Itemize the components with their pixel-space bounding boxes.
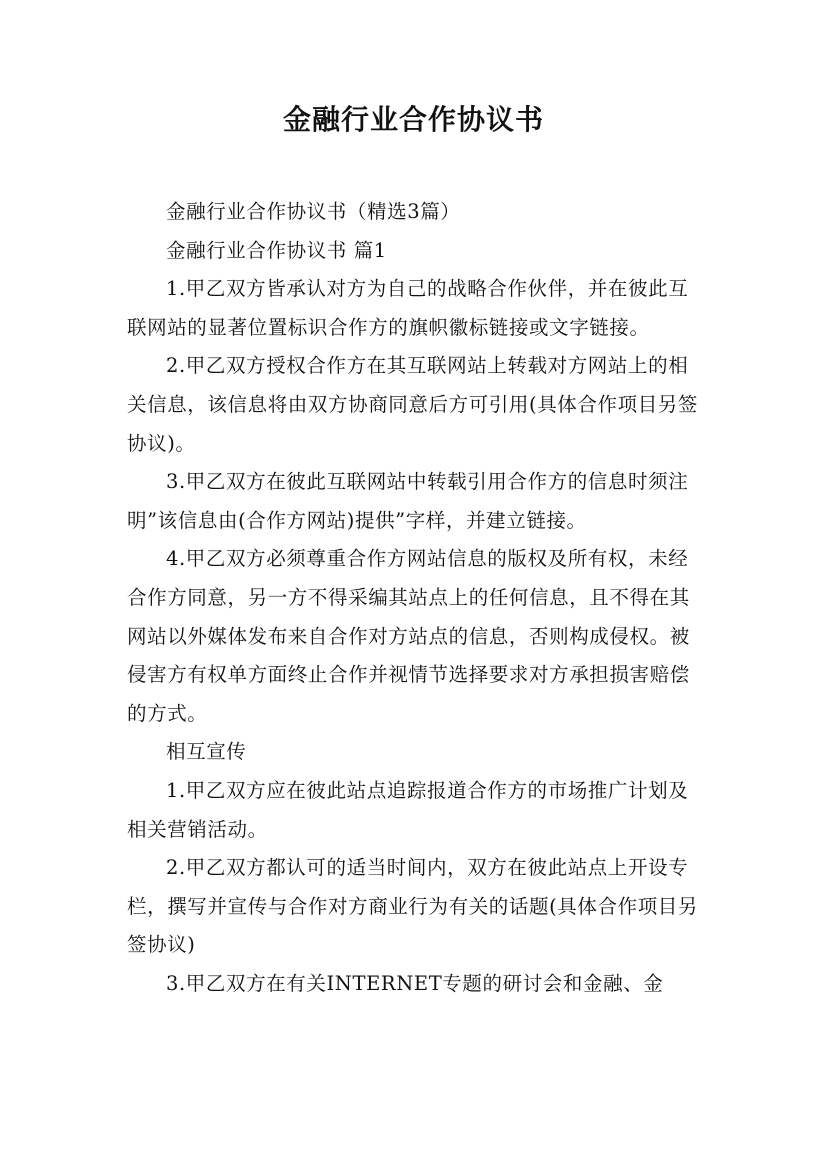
document-title: 金融行业合作协议书 [282,103,544,136]
paragraph-item: 4.甲乙双方必须尊重合作方网站信息的版权及所有权，未经合作方同意，另一方不得采编其站点上的任何信息，且不得在其网站以外媒体发布来自合作对方站点的信息，否则构成侵权。被侵害方有权单方面终止合作并视情节选择要求对方承担损害赔偿的方式。 [127,547,690,725]
paragraph-item: 2.甲乙双方授权合作方在其互联网站上转载对方网站上的相关信息，该信息将由双方协商同意后方可引用(具体合作项目另签协议)。 [127,354,699,455]
paragraph-item: 3.甲乙双方在有关INTERNET专题的研讨会和金融、金 [166,971,664,995]
paragraph-item: 1.甲乙双方皆承认对方为自己的战略合作伙伴，并在彼此互联网站的显著位置标识合作方的旗帜徽标链接或文字链接。 [127,277,689,339]
paragraph-item: 3.甲乙双方在彼此互联网站中转载引用合作方的信息时须注明”该信息由(合作方网站)提供”字样，并建立链接。 [127,470,689,532]
paragraph-section-heading: 相互宣传 [166,740,247,764]
document-body [127,193,707,1003]
paragraph-item: 1.甲乙双方应在彼此站点追踪报道合作方的市场推广计划及相关营销活动。 [127,778,689,841]
paragraph-subtitle: 金融行业合作协议书（精选3篇） [166,200,461,223]
paragraph-item: 2.甲乙双方都认可的适当时间内，双方在彼此站点上开设专栏，撰写并宣传与合作对方商业行为有关的话题(具体合作项目另签协议) [127,856,699,957]
paragraph-section-heading: 金融行业合作协议书 篇1 [166,238,387,262]
